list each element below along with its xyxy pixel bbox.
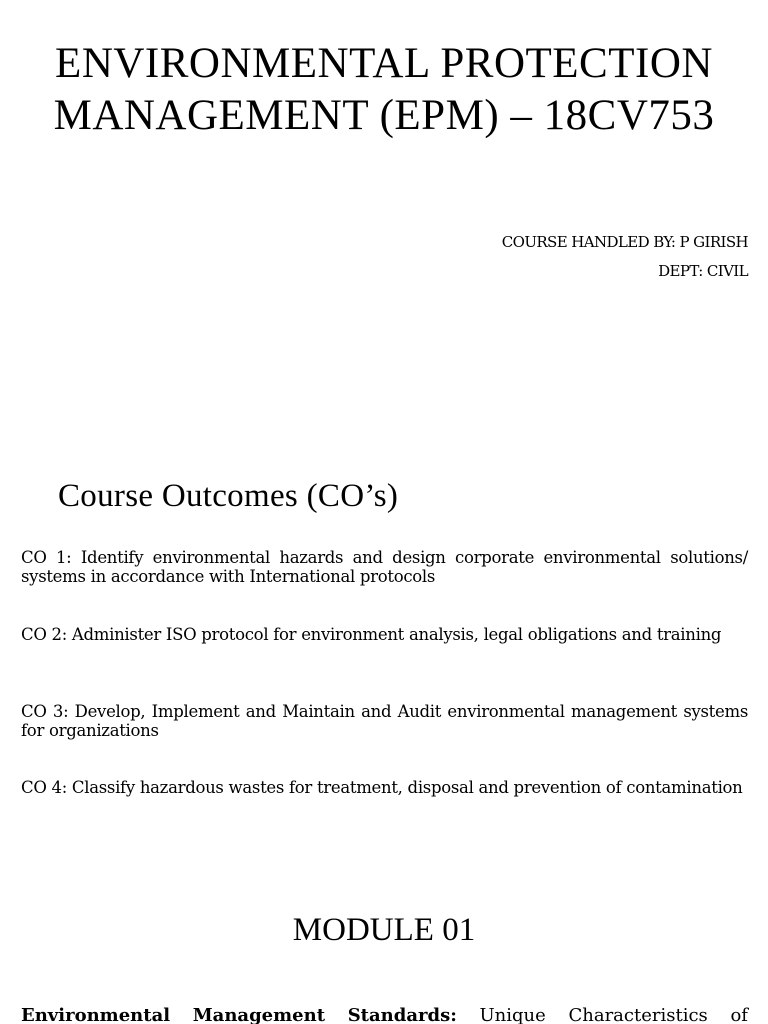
- course-outcomes-heading: Course Outcomes (CO’s): [58, 478, 399, 514]
- module-intro-text: [21, 1003, 748, 1024]
- course-outcome-item: CO 3: Develop, Implement and Maintain and Audit environmental management systems for organizations: [21, 702, 748, 740]
- module-heading: MODULE 01: [292, 912, 476, 948]
- intro-word: Unique: [479, 1005, 546, 1024]
- course-handled-by: COURSE HANDLED BY: P GIRISH: [501, 233, 748, 251]
- course-outcome-item: CO 4: Classify hazardous wastes for treatment, disposal and prevention of contamination: [21, 778, 743, 797]
- course-info: [502, 228, 748, 286]
- intro-word: of: [730, 1005, 748, 1024]
- intro-word: Characteristics: [568, 1005, 708, 1024]
- intro-bold-word: Standards:: [347, 1005, 457, 1024]
- course-outcome-item: CO 2: Administer ISO protocol for environment analysis, legal obligations and training: [21, 625, 722, 644]
- intro-bold-word: Environmental: [21, 1005, 171, 1024]
- document-title: [0, 38, 768, 142]
- title-line-2: MANAGEMENT (EPM) – 18CV753: [53, 92, 715, 139]
- course-outcome-item: CO 1: Identify environmental hazards and design corporate environmental solutions/ systems in accordance with International protocols: [21, 548, 748, 586]
- course-dept: DEPT: CIVIL: [658, 262, 748, 280]
- intro-bold-word: Management: [192, 1005, 326, 1024]
- title-line-1: ENVIRONMENTAL PROTECTION: [55, 40, 713, 87]
